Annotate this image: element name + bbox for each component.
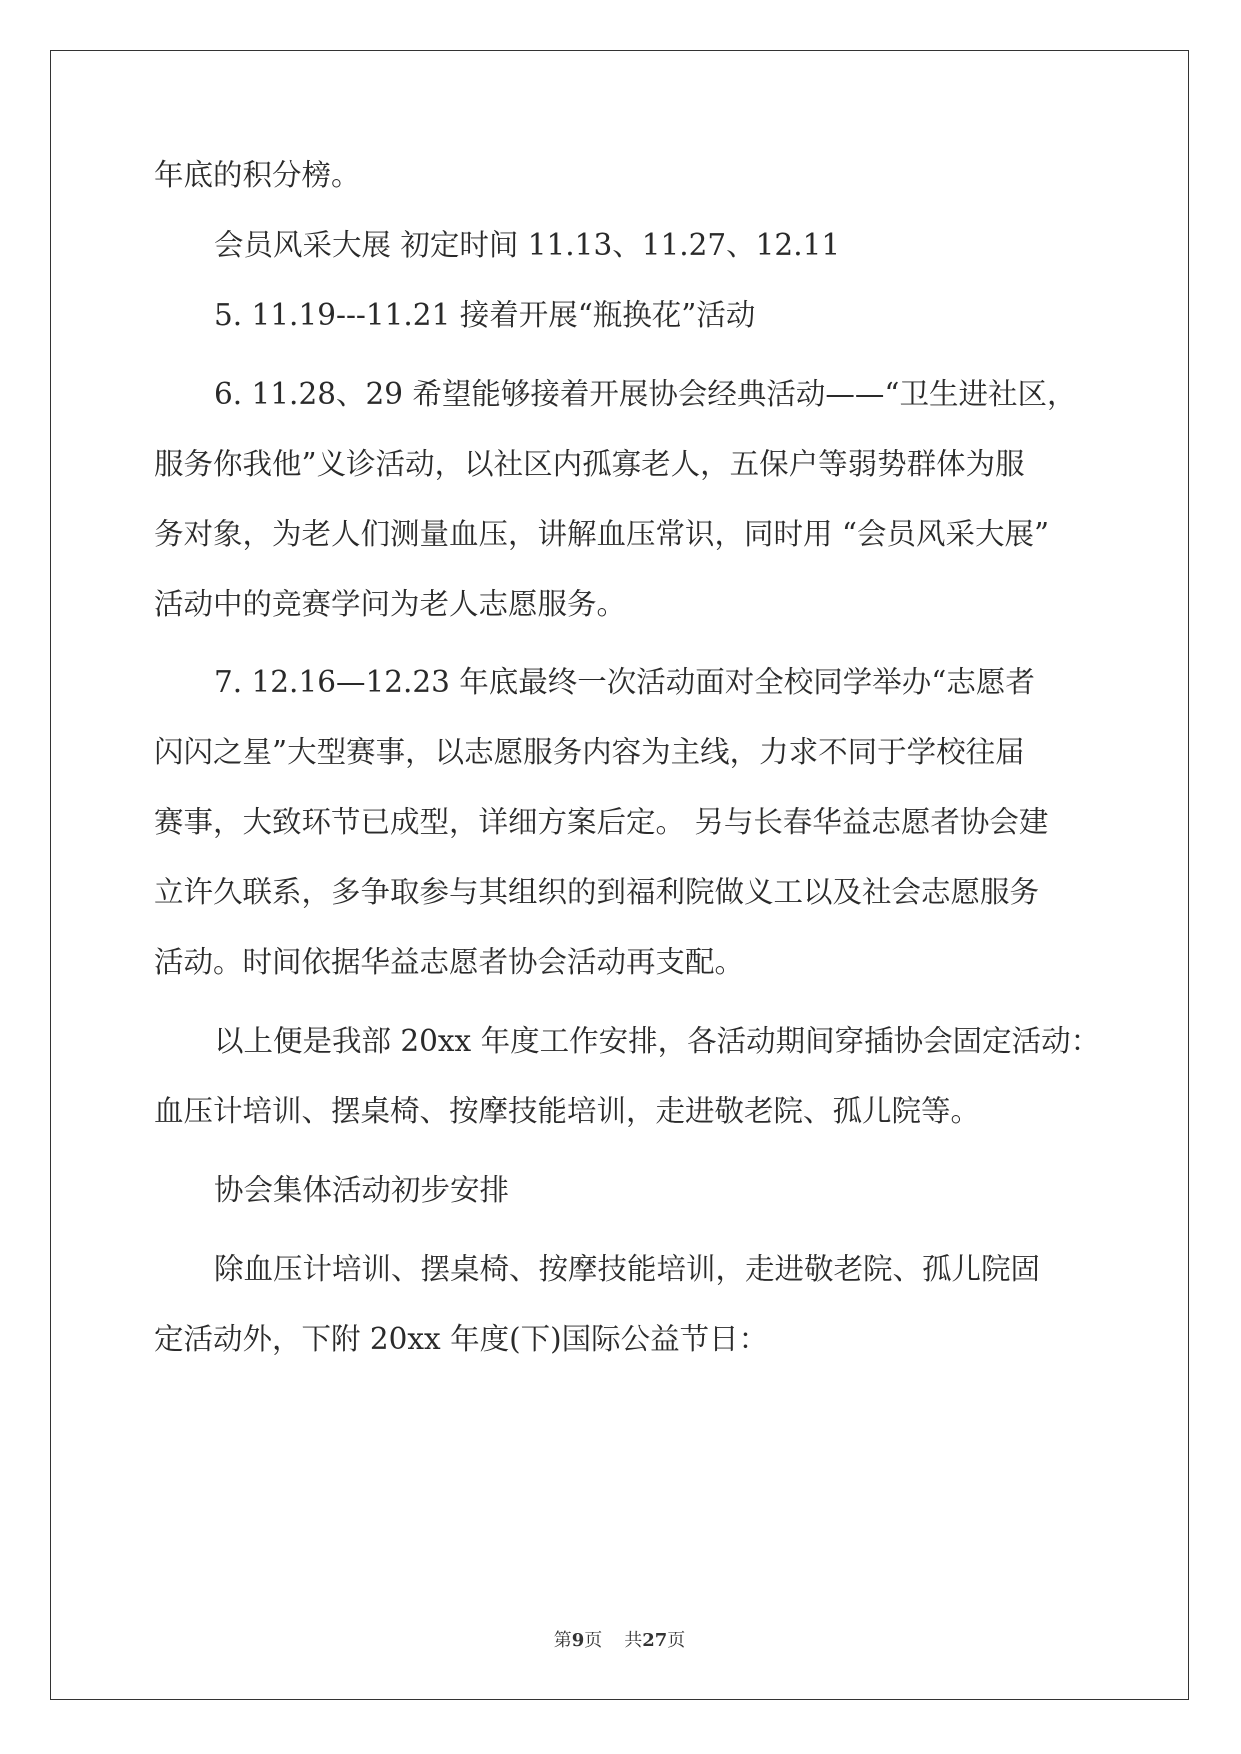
text-line: 会员风采大展 初定时间 11.13、11.27、12.11: [214, 228, 841, 262]
text-line: 活动。时间依据华益志愿者协会活动再支配。: [154, 945, 745, 979]
total-prefix: 共: [624, 1630, 643, 1651]
text-line: 5. 11.19---11.21 接着开展“瓶换花”活动: [214, 298, 756, 332]
text-line: 定活动外，下附 20xx 年度(下)国际公益节日：: [154, 1322, 769, 1356]
page-frame: [50, 50, 1189, 1700]
page-footer: [51, 1629, 1188, 1653]
text-line: 闪闪之星”大型赛事，以志愿服务内容为主线，力求不同于学校往届: [154, 735, 1025, 769]
text-line: 务对象，为老人们测量血压，讲解血压常识，同时用 “会员风采大展”: [154, 517, 1050, 551]
page-prefix: 第: [553, 1630, 572, 1651]
text-line: 除血压计培训、摆桌椅、按摩技能培训，走进敬老院、孤儿院固: [214, 1252, 1041, 1286]
text-line: 活动中的竞赛学问为老人志愿服务。: [154, 587, 627, 621]
text-line: 血压计培训、摆桌椅、按摩技能培训，走进敬老院、孤儿院等。: [154, 1094, 981, 1128]
text-line: 年底的积分榜。: [154, 158, 361, 192]
text-line: 以上便是我部 20xx 年度工作安排，各活动期间穿插协会固定活动：: [214, 1024, 1101, 1058]
text-line: 协会集体活动初步安排: [214, 1173, 510, 1207]
page-suffix: 页: [584, 1630, 603, 1651]
text-line: 6. 11.28、29 希望能够接着开展协会经典活动——“卫生进社区，: [214, 377, 1077, 411]
text-line: 7. 12.16—12.23 年底最终一次活动面对全校同学举办“志愿者: [214, 665, 1035, 699]
page-number: 9: [571, 1630, 585, 1651]
text-line: 立许久联系，多争取参与其组织的到福利院做义工以及社会志愿服务: [154, 875, 1040, 909]
text-line: 赛事，大致环节已成型，详细方案后定。 另与长春华益志愿者协会建: [154, 805, 1049, 839]
text-line: 服务你我他”义诊活动，以社区内孤寡老人，五保户等弱势群体为服: [154, 447, 1025, 481]
total-pages: 27: [642, 1630, 668, 1651]
total-suffix: 页: [667, 1630, 686, 1651]
